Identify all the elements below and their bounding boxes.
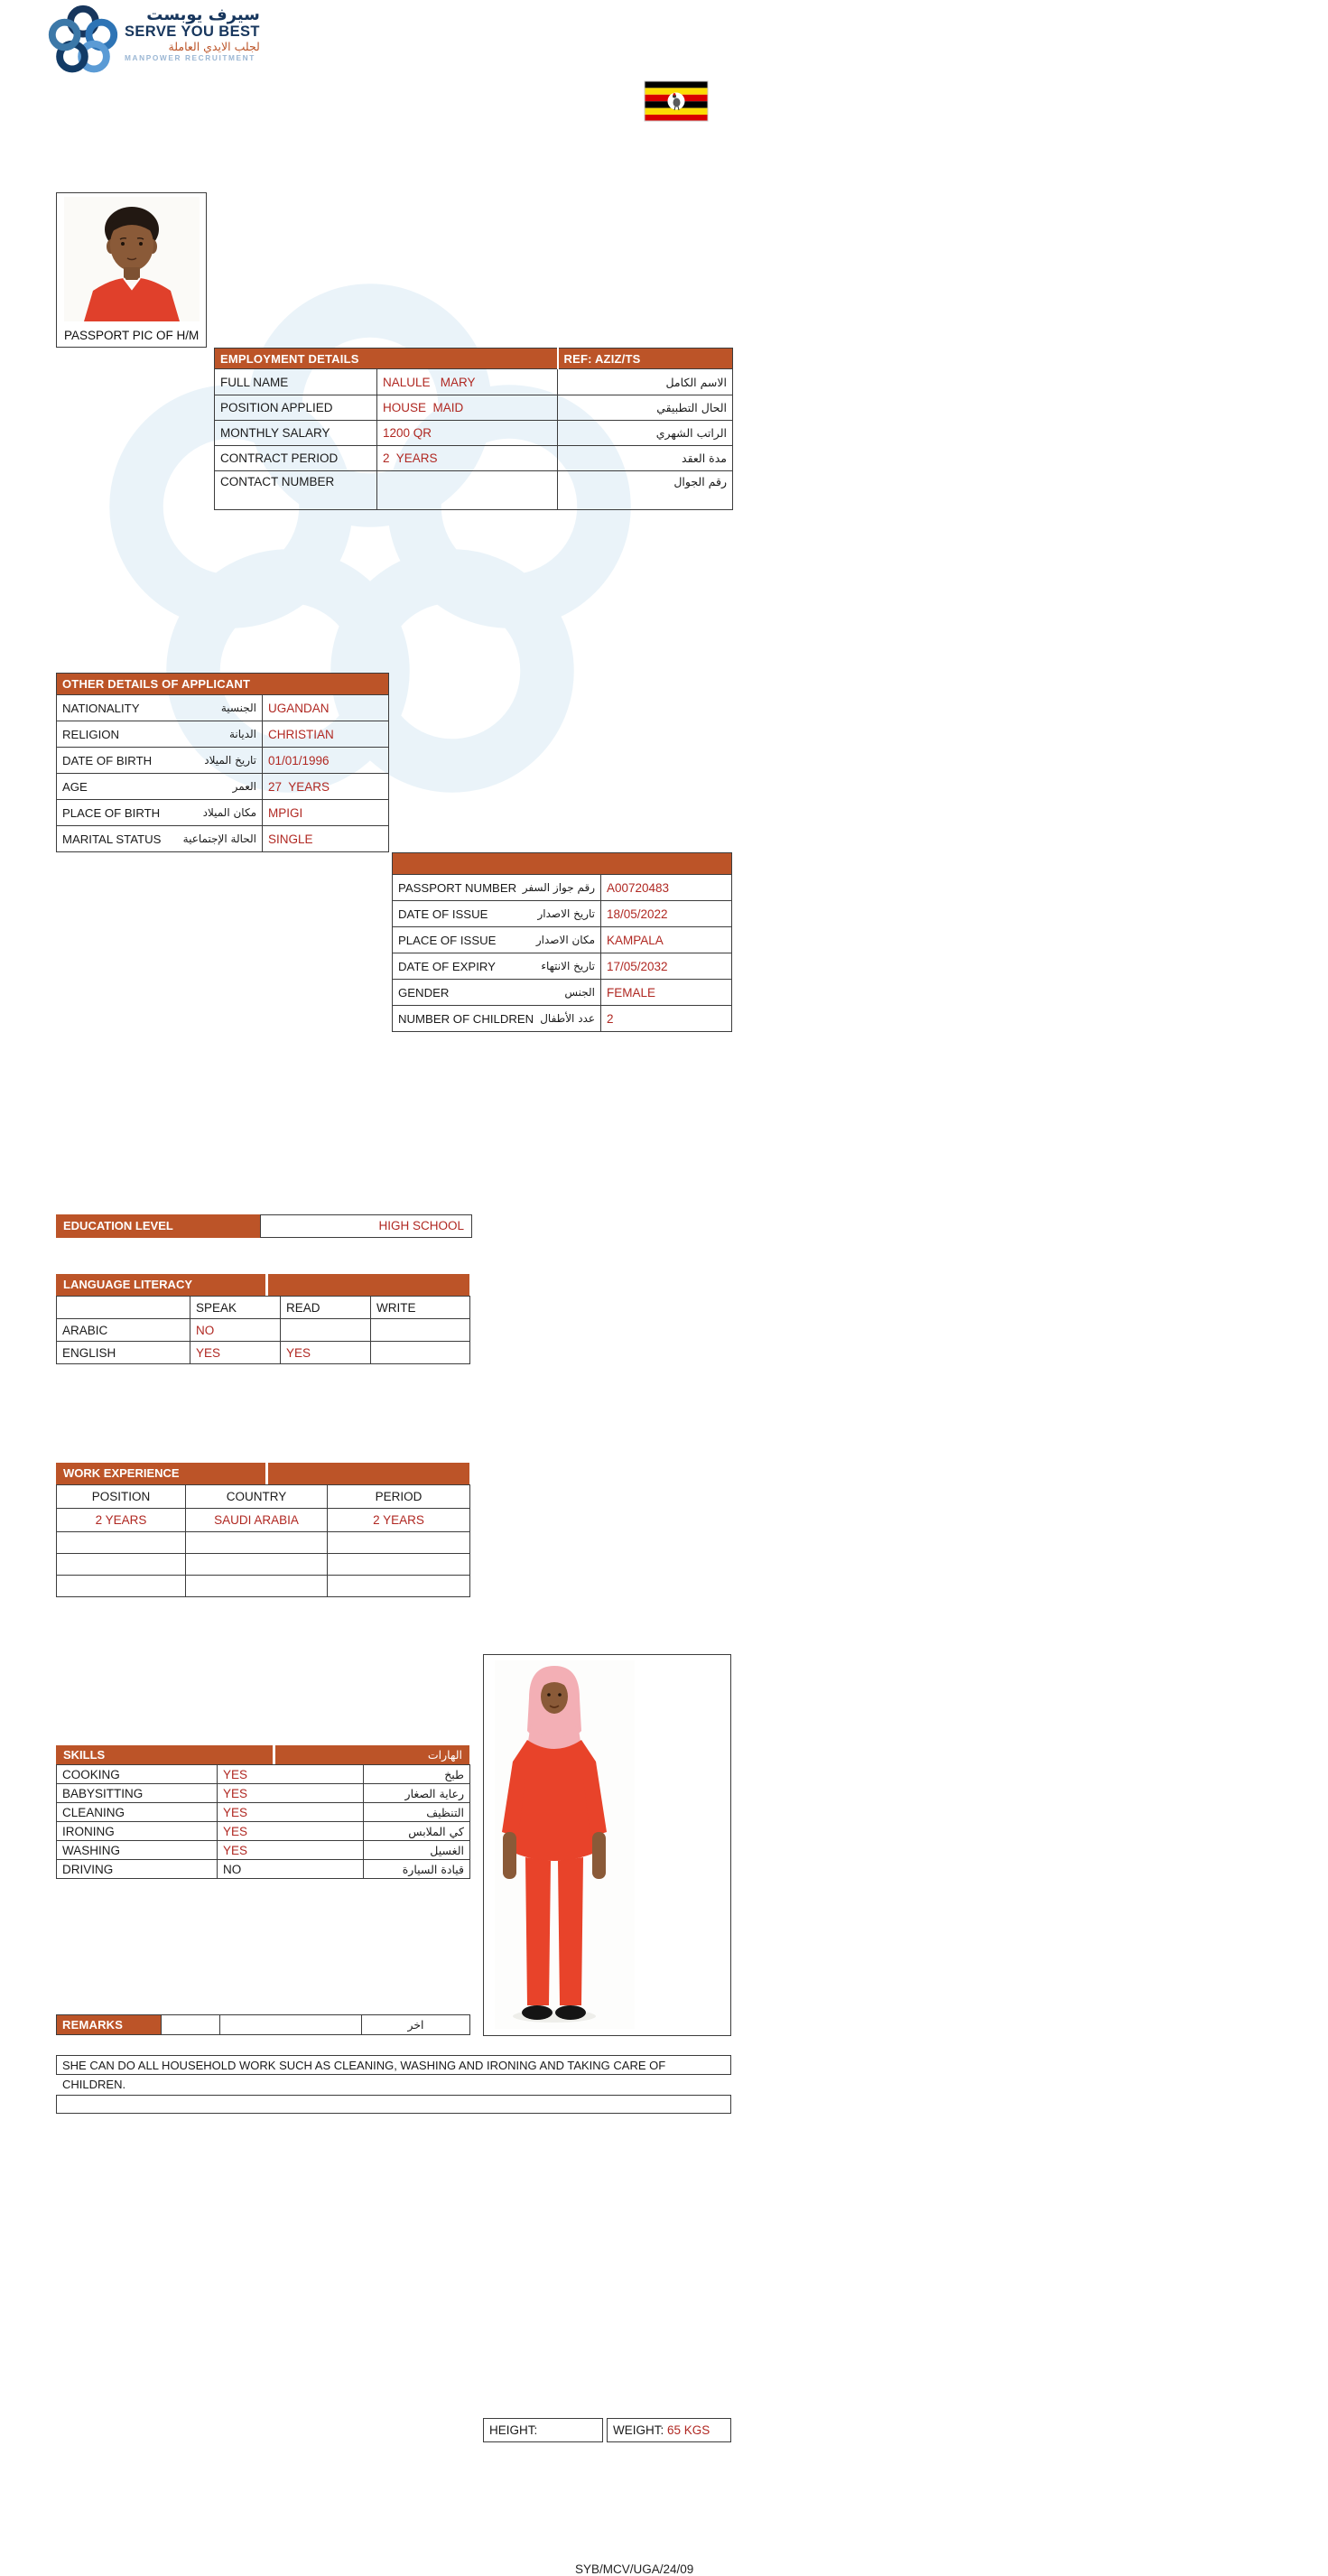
knot-logo-icon <box>50 7 116 74</box>
field-label: FULL NAME <box>215 369 377 395</box>
language-label: ENGLISH <box>57 1342 190 1364</box>
other-details-header: OTHER DETAILS OF APPLICANT <box>57 674 389 695</box>
skill-value: YES <box>218 1784 364 1803</box>
skill-arabic: التنظيف <box>364 1803 470 1822</box>
skill-value: YES <box>218 1822 364 1841</box>
remarks-arabic: اخر <box>362 2015 470 2035</box>
remarks-text: SHE CAN DO ALL HOUSEHOLD WORK SUCH AS CLEANING, WASHING AND IRONING AND TAKING CARE OF CHILDREN. <box>56 2055 731 2075</box>
field-label: POSITION APPLIED <box>215 395 377 421</box>
experience-position <box>57 1554 186 1576</box>
weight-value: 65 KGS <box>667 2423 710 2437</box>
other-details-header-spacer <box>393 853 732 875</box>
field-value: 27 YEARS <box>263 774 389 800</box>
skill-label: CLEANING <box>57 1803 218 1822</box>
field-label: CONTACT NUMBER <box>215 471 377 510</box>
language-literacy-section <box>56 1274 469 1364</box>
field-arabic-label: الحال التطبيقي <box>558 395 733 421</box>
passport-photo-caption: PASSPORT PIC OF H/M <box>64 329 200 342</box>
field-value: 17/05/2032 <box>601 953 732 980</box>
skill-label: DRIVING <box>57 1860 218 1879</box>
speak-value: YES <box>190 1342 281 1364</box>
field-value: A00720483 <box>601 875 732 901</box>
full-body-photo <box>495 1660 635 2029</box>
other-details-right-table <box>392 852 732 1032</box>
work-experience-header: WORK EXPERIENCE <box>56 1463 265 1484</box>
remarks-row <box>56 2014 470 2035</box>
field-label: PLACE OF BIRTH مكان الميلاد <box>57 800 263 826</box>
measurements-row <box>483 2418 1236 2442</box>
experience-country <box>186 1532 328 1554</box>
skill-label: BABYSITTING <box>57 1784 218 1803</box>
field-value: NALULE MARY <box>377 369 558 395</box>
education-level-row <box>56 1214 809 1238</box>
language-literacy-table <box>56 1296 470 1364</box>
experience-country: SAUDI ARABIA <box>186 1509 328 1532</box>
field-value: 1200 QR <box>377 421 558 446</box>
column-header: POSITION <box>57 1485 186 1509</box>
work-experience-header-spacer <box>268 1463 469 1484</box>
skills-header: SKILLS <box>56 1745 273 1764</box>
height-label: HEIGHT: <box>489 2423 538 2437</box>
full-body-photo-box <box>483 1654 731 2036</box>
remarks-header: REMARKS <box>57 2015 162 2035</box>
experience-position <box>57 1576 186 1597</box>
skill-arabic: طبخ <box>364 1765 470 1784</box>
logo-subtitle: MANPOWER RECRUITMENT <box>125 53 255 63</box>
remarks-blank-cell <box>162 2015 220 2035</box>
skill-value: YES <box>218 1765 364 1784</box>
language-literacy-header-spacer <box>268 1274 469 1296</box>
remarks-empty-row <box>56 2095 731 2114</box>
skill-arabic: قيادة السيارة <box>364 1860 470 1879</box>
field-arabic-label: رقم الجوال <box>558 471 733 510</box>
field-value: KAMPALA <box>601 927 732 953</box>
employment-details-table <box>214 348 733 510</box>
remarks-blank-cell <box>220 2015 362 2035</box>
agency-logo <box>50 7 803 74</box>
field-label: DATE OF BIRTH تاريخ الميلاد <box>57 748 263 774</box>
skills-header-arabic: الهارات <box>275 1745 469 1764</box>
field-label: RELIGION الديانة <box>57 721 263 748</box>
education-level-value: HIGH SCHOOL <box>260 1214 472 1238</box>
skill-value: NO <box>218 1860 364 1879</box>
other-details-left-table <box>56 673 389 852</box>
field-value: 01/01/1996 <box>263 748 389 774</box>
weight-label: WEIGHT: <box>613 2423 664 2437</box>
logo-arabic-subtitle: لجلب الايدي العاملة <box>168 40 260 54</box>
employment-details-header: EMPLOYMENT DETAILS <box>215 349 558 369</box>
education-level-label: EDUCATION LEVEL <box>56 1214 260 1238</box>
read-value: YES <box>281 1342 371 1364</box>
field-label: DATE OF EXPIRY تاريخ الانتهاء <box>393 953 601 980</box>
field-label: GENDER الجنس <box>393 980 601 1006</box>
uganda-flag-icon <box>645 81 708 121</box>
field-value: HOUSE MAID <box>377 395 558 421</box>
experience-period: 2 YEARS <box>328 1509 470 1532</box>
field-value <box>377 471 558 510</box>
field-value: SINGLE <box>263 826 389 852</box>
skill-arabic: كي الملابس <box>364 1822 470 1841</box>
column-header: PERIOD <box>328 1485 470 1509</box>
experience-country <box>186 1576 328 1597</box>
field-label: CONTRACT PERIOD <box>215 446 377 471</box>
column-header: WRITE <box>371 1297 470 1319</box>
work-experience-table <box>56 1484 470 1597</box>
height-field <box>483 2418 603 2442</box>
skill-value: YES <box>218 1803 364 1822</box>
language-label: ARABIC <box>57 1319 190 1342</box>
field-value: CHRISTIAN <box>263 721 389 748</box>
experience-period <box>328 1532 470 1554</box>
field-label: NATIONALITY الجنسية <box>57 695 263 721</box>
field-value: 2 <box>601 1006 732 1032</box>
skill-arabic: الغسيل <box>364 1841 470 1860</box>
field-value: MPIGI <box>263 800 389 826</box>
passport-photo <box>64 197 200 321</box>
skill-label: WASHING <box>57 1841 218 1860</box>
field-label: MARITAL STATUS الحالة الإجتماعية <box>57 826 263 852</box>
write-value <box>371 1319 470 1342</box>
field-label: DATE OF ISSUE تاريخ الاصدار <box>393 901 601 927</box>
experience-position <box>57 1532 186 1554</box>
experience-country <box>186 1554 328 1576</box>
field-label: AGE العمر <box>57 774 263 800</box>
field-value: 18/05/2022 <box>601 901 732 927</box>
skill-arabic: رعاية الصغار <box>364 1784 470 1803</box>
experience-position: 2 YEARS <box>57 1509 186 1532</box>
footer-reference-code: SYB/MCV/UGA/24/09 <box>575 2562 694 2576</box>
field-label: PASSPORT NUMBER رقم جواز السفر <box>393 875 601 901</box>
write-value <box>371 1342 470 1364</box>
skills-table <box>56 1764 470 1879</box>
language-col-blank <box>57 1297 190 1319</box>
experience-period <box>328 1554 470 1576</box>
work-experience-section <box>56 1463 469 1597</box>
logo-arabic-title: سيرف يوبست <box>146 5 260 24</box>
field-arabic-label: الراتب الشهري <box>558 421 733 446</box>
field-arabic-label: مدة العقد <box>558 446 733 471</box>
column-header: COUNTRY <box>186 1485 328 1509</box>
skill-label: IRONING <box>57 1822 218 1841</box>
field-value: UGANDAN <box>263 695 389 721</box>
field-value: 2 YEARS <box>377 446 558 471</box>
read-value <box>281 1319 371 1342</box>
language-literacy-header: LANGUAGE LITERACY <box>56 1274 265 1296</box>
field-label: MONTHLY SALARY <box>215 421 377 446</box>
field-arabic-label: الاسم الكامل <box>558 369 733 395</box>
skills-section <box>56 1745 469 1879</box>
skill-value: YES <box>218 1841 364 1860</box>
column-header: SPEAK <box>190 1297 281 1319</box>
logo-title: SERVE YOU BEST <box>125 23 260 40</box>
speak-value: NO <box>190 1319 281 1342</box>
field-label: PLACE OF ISSUE مكان الاصدار <box>393 927 601 953</box>
employment-ref-label: REF: AZIZ/TS <box>558 349 733 369</box>
skill-label: COOKING <box>57 1765 218 1784</box>
column-header: READ <box>281 1297 371 1319</box>
passport-photo-box <box>56 192 207 348</box>
weight-field <box>607 2418 731 2442</box>
experience-period <box>328 1576 470 1597</box>
field-value: FEMALE <box>601 980 732 1006</box>
field-label: NUMBER OF CHILDREN عدد الأطفال <box>393 1006 601 1032</box>
